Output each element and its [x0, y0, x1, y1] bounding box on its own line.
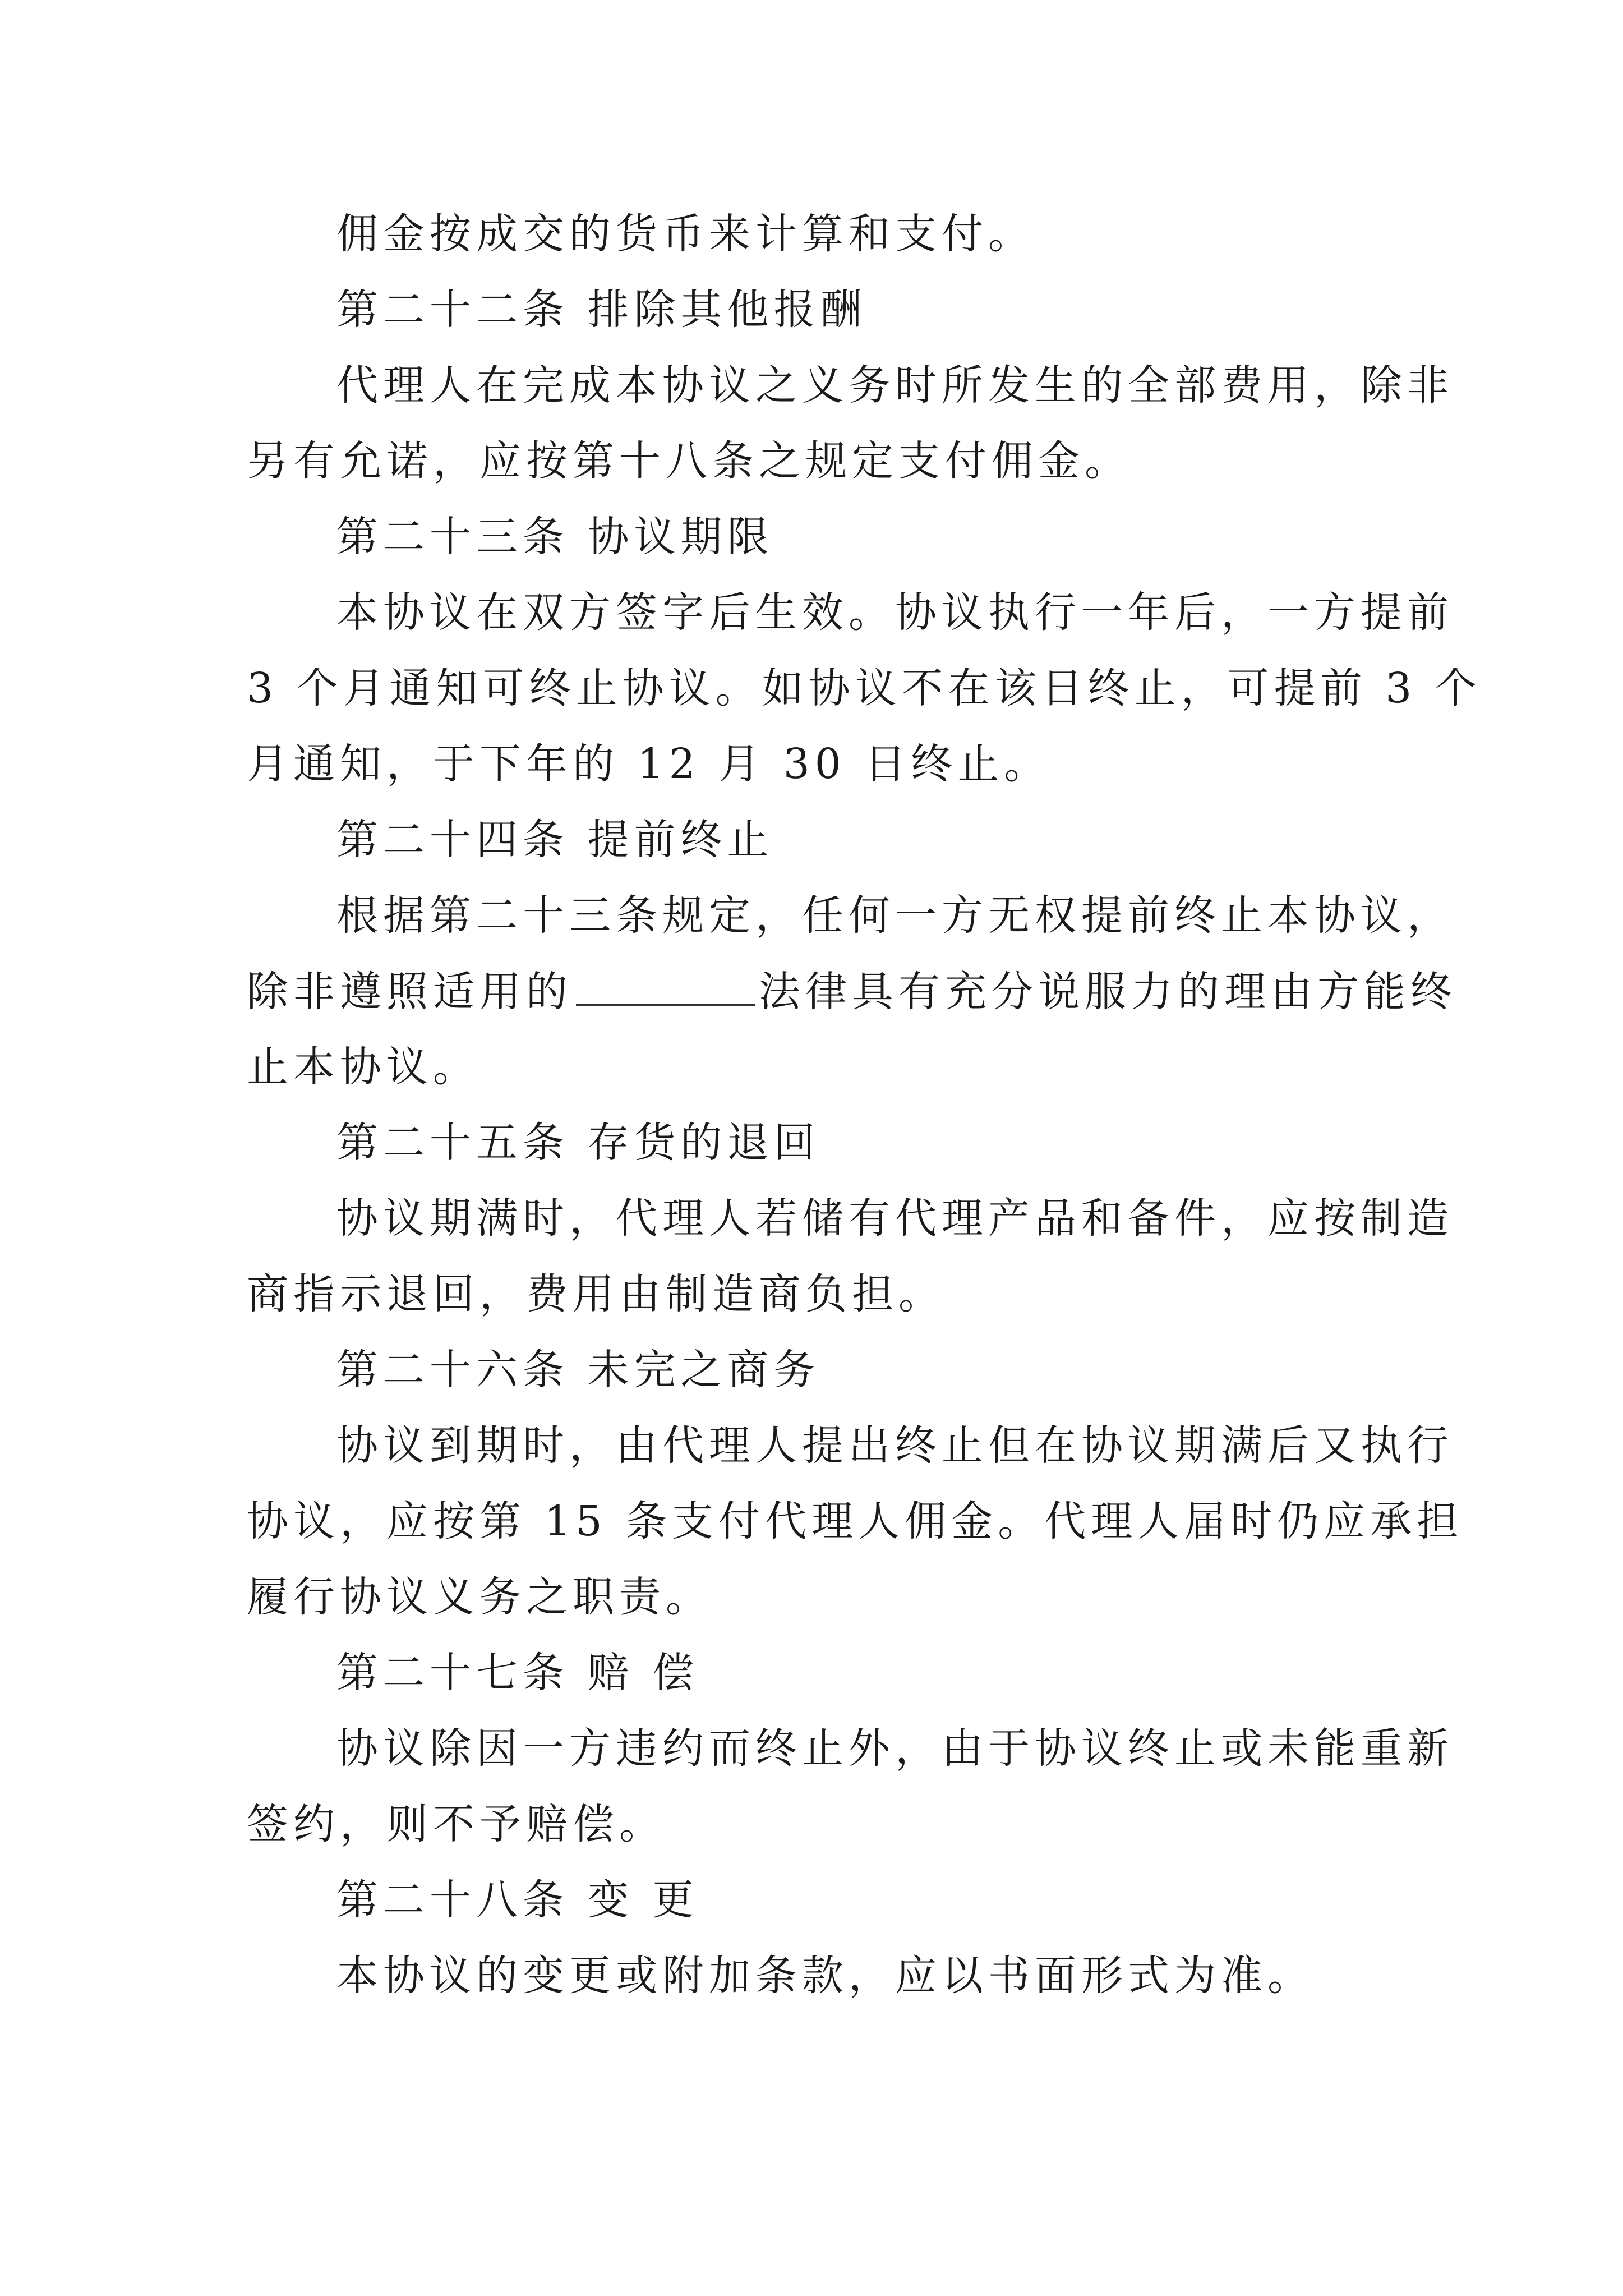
article-27-text-line-2: 签约，则不予赔偿。 [247, 1800, 666, 1848]
article-28-text-line-1: 本协议的变更或附加条款，应以书面形式为准。 [336, 1952, 1314, 2000]
article-24-text-line-3: 止本协议。 [247, 1043, 479, 1091]
paragraph-commission-currency: 佣金按成交的货币来计算和支付。 [336, 210, 1035, 258]
article-24-text-before-blank: 除非遵照适用的 [247, 968, 573, 1016]
article-22-text-line-1: 代理人在完成本协议之义务时所发生的全部费用，除非 [336, 361, 1454, 409]
article-24-text-after-blank: 法律具有充分说服力的理由方能终 [759, 968, 1457, 1016]
article-26-heading: 第二十六条 未完之商务 [336, 1346, 820, 1394]
article-25-text-line-2: 商指示退回，费用由制造商负担。 [247, 1270, 945, 1318]
article-26-text-line-1: 协议到期时，由代理人提出终止但在协议期满后又执行 [336, 1421, 1454, 1470]
article-25-text-line-1: 协议期满时，代理人若储有代理产品和备件，应按制造 [336, 1194, 1454, 1243]
article-24-text-line-1: 根据第二十三条规定，任何一方无权提前终止本协议， [336, 891, 1454, 940]
article-28-heading: 第二十八条 变 更 [336, 1876, 699, 1924]
article-27-heading: 第二十七条 赔 偿 [336, 1649, 699, 1697]
article-22-text-line-2: 另有允诺，应按第十八条之规定支付佣金。 [247, 437, 1131, 485]
article-22-heading: 第二十二条 排除其他报酬 [336, 286, 867, 334]
article-23-heading: 第二十三条 协议期限 [336, 513, 774, 561]
article-27-text-line-1: 协议除因一方违约而终止外，由于协议终止或未能重新 [336, 1724, 1454, 1773]
article-24-heading: 第二十四条 提前终止 [336, 816, 774, 864]
article-26-text-line-2: 协议，应按第 15 条支付代理人佣金。代理人届时仍应承担 [247, 1497, 1464, 1545]
article-26-text-line-3: 履行协议义务之职责。 [247, 1573, 712, 1621]
article-23-text-line-2: 3 个月通知可终止协议。如协议不在该日终止，可提前 3 个 [247, 664, 1482, 712]
article-24-text-line-2 [247, 968, 1457, 1016]
article-23-text-line-1: 本协议在双方签字后生效。协议执行一年后，一方提前 [336, 588, 1454, 637]
fill-in-blank [576, 970, 755, 1006]
article-25-heading: 第二十五条 存货的退回 [336, 1119, 820, 1167]
article-23-text-line-3: 月通知，于下年的 12 月 30 日终止。 [247, 740, 1051, 788]
